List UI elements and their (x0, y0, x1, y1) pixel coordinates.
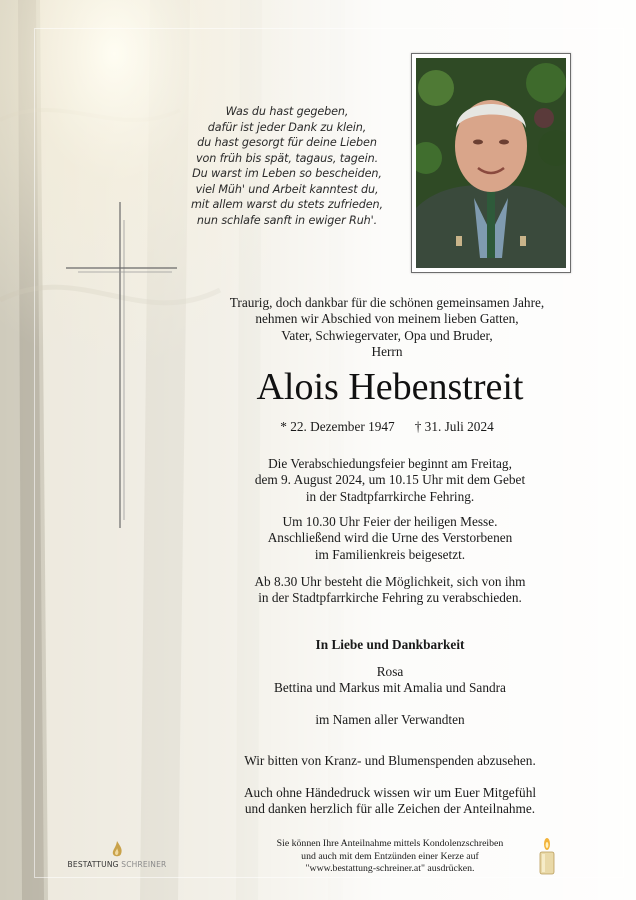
flame-logo-icon (110, 840, 124, 858)
poem-line: du hast gesorgt für deine Lieben (197, 136, 377, 149)
ceremony-line: dem 9. August 2024, um 10.15 Uhr mit dem Gebet (254, 472, 526, 488)
poem-line: Du warst im Leben so bescheiden, (192, 167, 382, 180)
intro-line: Traurig, doch dankbar für die schönen gemeinsamen Jahre, (229, 295, 545, 310)
poem-line: nun schlafe sanft in ewiger Ruh'. (196, 213, 378, 227)
candle-icon (536, 838, 558, 876)
logo-text-primary: BESTATTUNG (67, 860, 119, 869)
poem (180, 104, 394, 228)
wreath-note: Wir bitten von Kranz- und Blumenspenden abzusehen. (244, 753, 536, 768)
poem-line: mit allem warst du stets zufrieden, (191, 198, 383, 211)
mass-line: Anschließend wird die Urne des Verstorbenen (267, 530, 513, 546)
funeral-home-logo (62, 840, 172, 874)
cross-icon (64, 200, 179, 530)
thanks-line: Auch ohne Händedruck wissen wir um Euer Mitgefühl (243, 785, 537, 800)
signature-title: In Liebe und Dankbarkeit (315, 637, 465, 652)
death-date: † 31. Juli 2024 (414, 419, 494, 434)
logo-text-secondary: SCHREINER (121, 860, 167, 869)
condolence-line: und auch mit dem Entzünden einer Kerze auf (301, 850, 479, 862)
intro-line: Herrn (371, 343, 403, 359)
intro-text (206, 295, 568, 360)
deceased-name: Alois Hebenstreit (256, 366, 524, 408)
condolence-line: Sie können Ihre Anteilnahme mittels Kondolenzschreiben (276, 838, 504, 849)
ceremony-line: in der Stadtpfarrkirche Fehring. (305, 488, 475, 504)
intro-line: Vater, Schwiegervater, Opa und Bruder, (281, 327, 493, 343)
viewing-line: Ab 8.30 Uhr besteht die Möglichkeit, sich von ihm (254, 574, 526, 589)
signature-line: im Namen aller Verwandten (315, 712, 465, 727)
portrait-photo (416, 58, 566, 268)
thanks-line: und danken herzlich für alle Zeichen der Anteilnahme. (244, 801, 536, 817)
viewing-text (190, 574, 590, 607)
poem-line: viel Müh' und Arbeit kanntest du, (195, 182, 379, 196)
condolence-note (250, 838, 530, 876)
ceremony-text (190, 456, 590, 505)
condolence-line: "www.bestattung-schreiner.at" ausdrücken. (305, 863, 475, 874)
ceremony-line: Die Verabschiedungsfeier beginnt am Freitag, (268, 456, 512, 471)
portrait-frame (411, 53, 571, 273)
viewing-line: in der Stadtpfarrkirche Fehring zu verabschieden. (258, 590, 522, 606)
mass-line: Um 10.30 Uhr Feier der heiligen Messe. (282, 514, 498, 529)
signature-line: Bettina und Markus mit Amalia und Sandra (274, 680, 506, 695)
poem-line: dafür ist jeder Dank zu klein, (207, 120, 367, 134)
poem-line: von früh bis spät, tagaus, tagein. (195, 151, 379, 165)
mass-line: im Familienkreis beigesetzt. (314, 546, 466, 562)
mass-text (190, 514, 590, 563)
intro-line: nehmen wir Abschied von meinem lieben Gatten, (255, 311, 519, 327)
thanks-text (190, 785, 590, 818)
poem-line: Was du hast gegeben, (225, 105, 349, 118)
life-dates (206, 419, 568, 435)
birth-date: * 22. Dezember 1947 (280, 419, 395, 434)
signature-line: Rosa (376, 664, 404, 679)
